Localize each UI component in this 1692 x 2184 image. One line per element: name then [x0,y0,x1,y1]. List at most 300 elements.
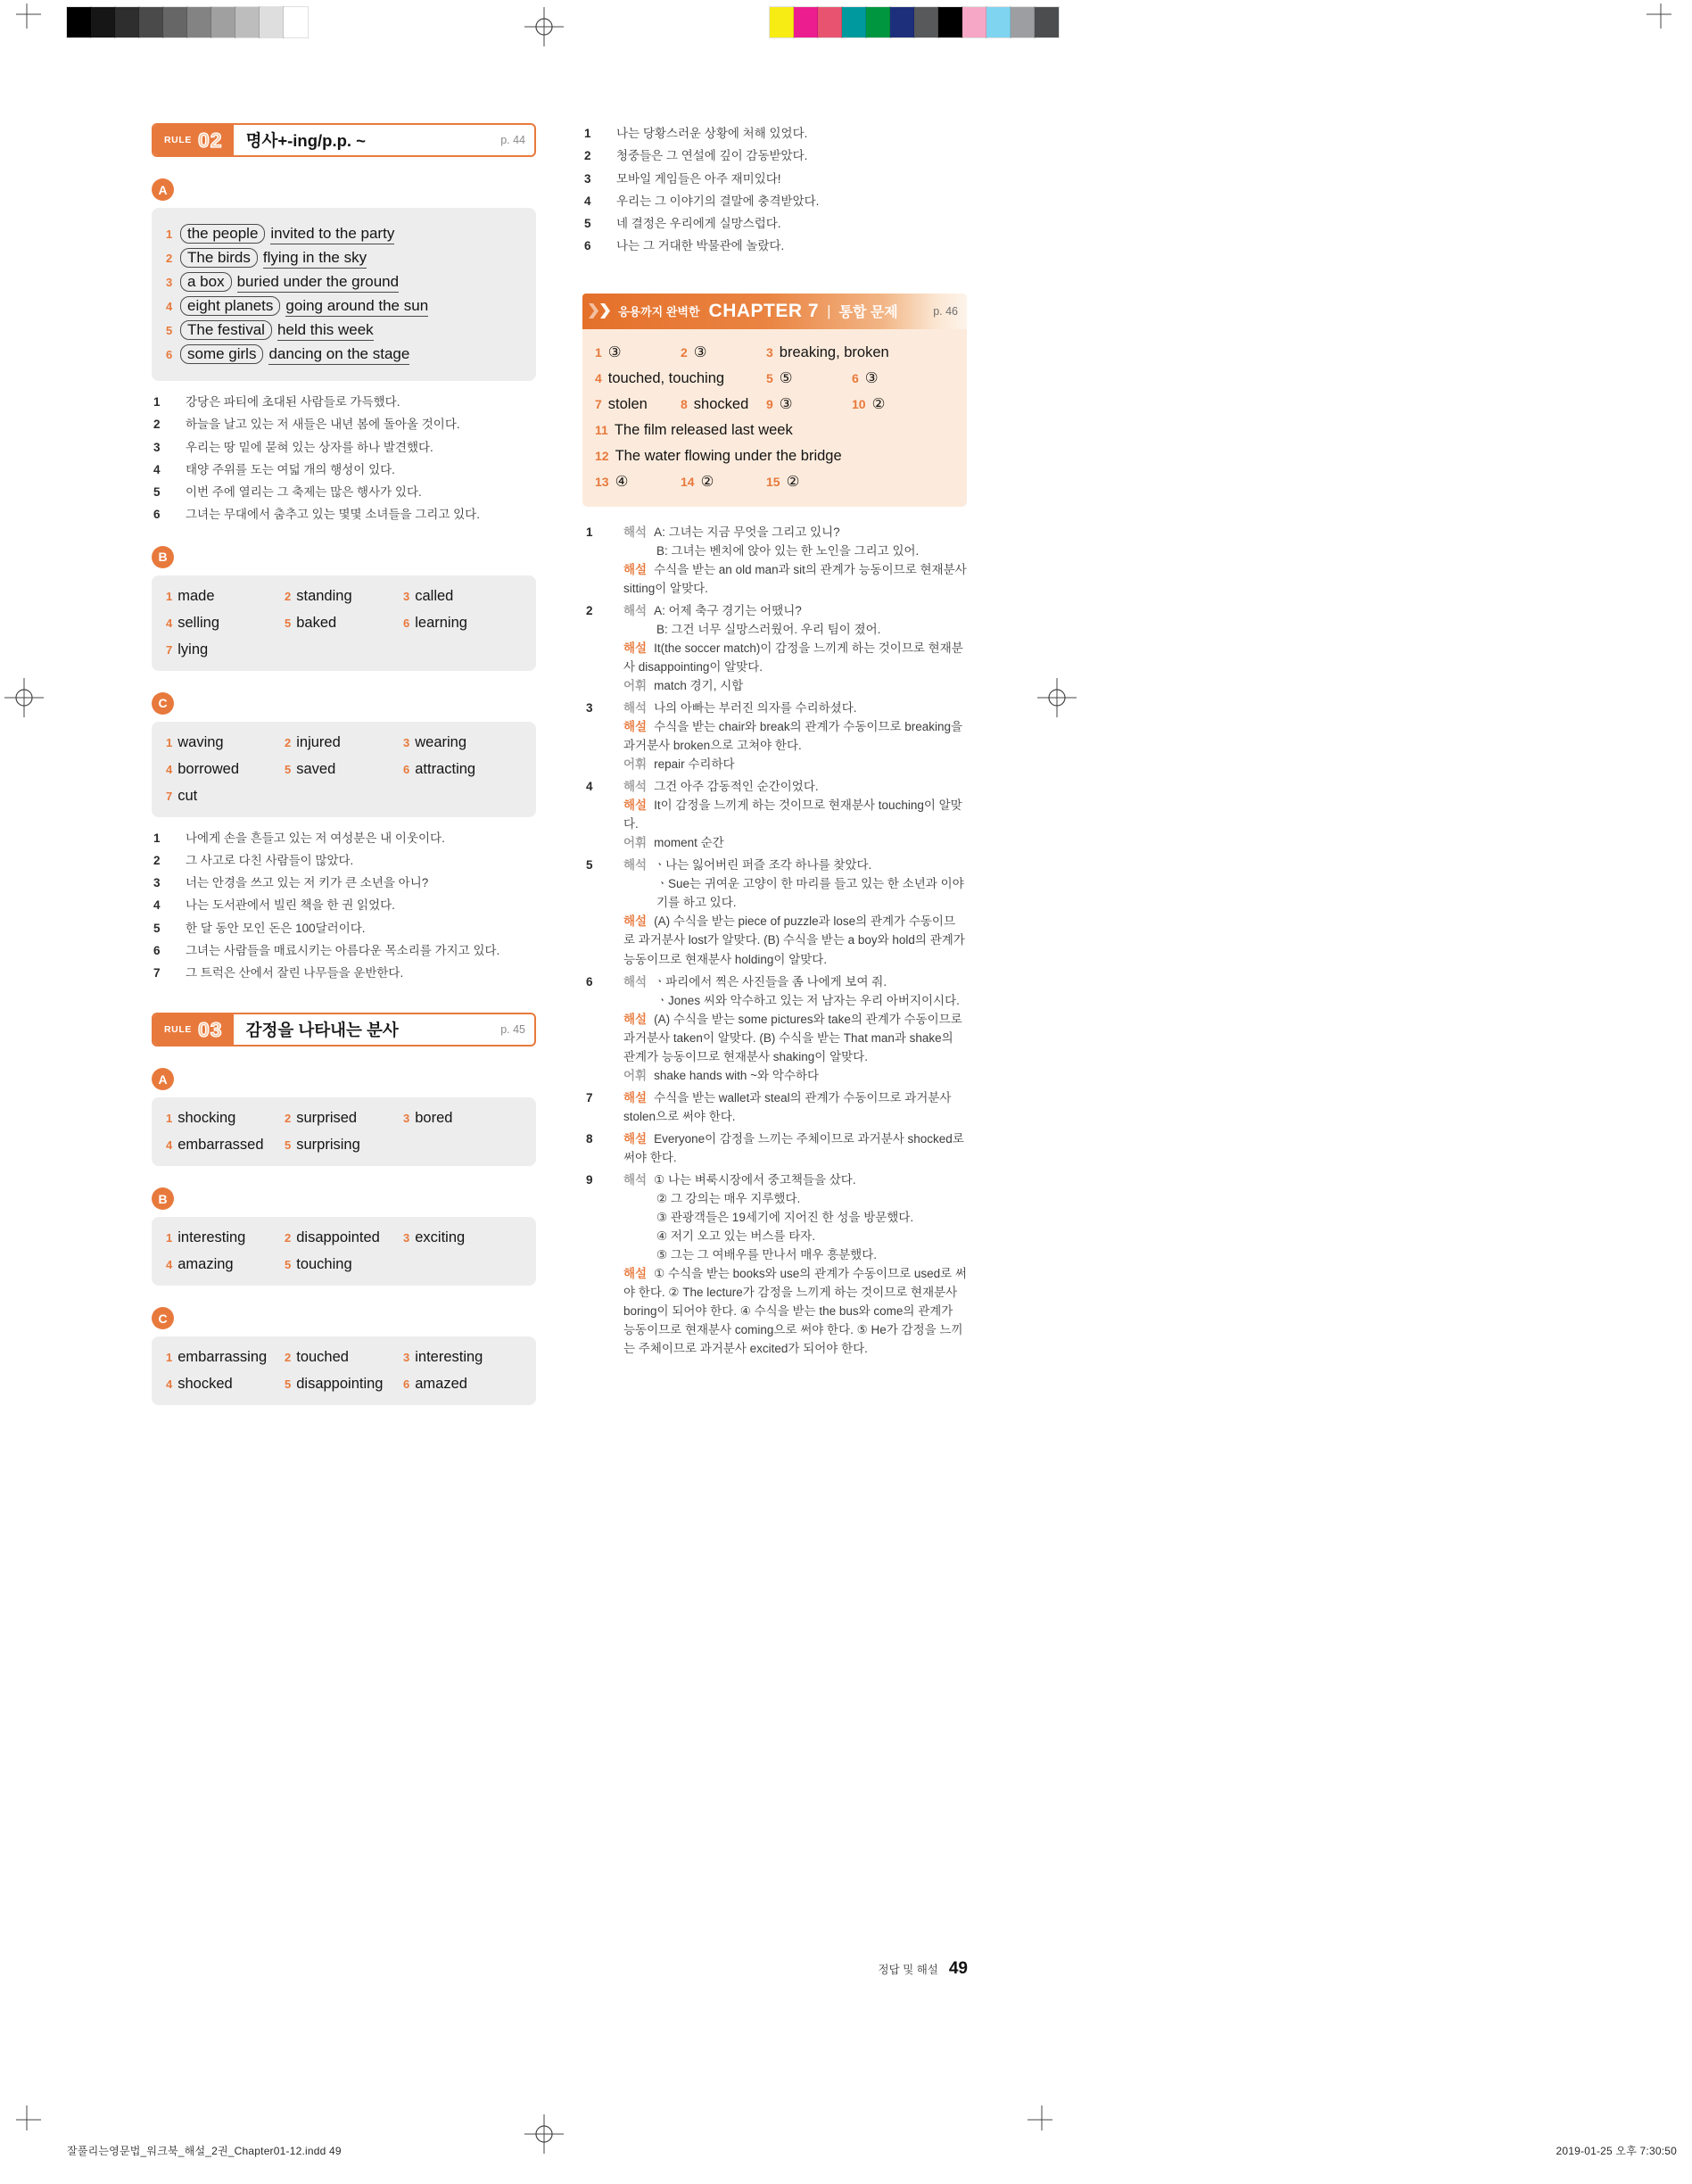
rule-02-section-a-answers [152,208,536,381]
explanation-text: repair 수리하다 [654,757,735,772]
explanation-text: ② 그 강의는 매우 지루했다. [656,1192,801,1206]
left-column [152,123,536,1418]
item-number: 6 [403,616,410,630]
phrase-answer-row [166,320,522,341]
rule-02-section-b-answers [152,575,536,671]
rule-03-section-c-translations [582,125,967,256]
translation-text: 네 결정은 우리에게 실망스럽다. [616,217,781,230]
item-number: 1 [584,127,591,140]
word-answer [166,615,285,632]
word-answer [285,1137,403,1154]
item-number: 3 [153,440,161,454]
item-number: 7 [586,1090,593,1104]
item-number: 2 [153,418,161,432]
word-answer [285,734,403,751]
translation-text: 모바일 게임들은 아주 재미있다! [616,171,781,186]
item-number: 5 [166,324,173,337]
chapter-subtitle: 통합 문제 [838,305,898,320]
answer-number: 1 [595,344,602,360]
registration-mark [524,2114,564,2154]
chapter-badge-text: 응용까지 완벽한 [618,305,700,318]
translation-text: 나는 그 거대한 박물관에 놀랐다. [616,239,785,253]
answer-item [681,469,766,495]
rule-number: 02 [197,128,223,152]
registration-mark [524,7,564,46]
crop-mark [16,4,43,30]
chevron-right-icon [600,303,610,318]
rule-03-section-b-answers [152,1217,536,1286]
item-number: 2 [285,1231,292,1245]
explanation-body [623,1129,967,1167]
explanation-label: 해설 [623,1267,648,1281]
item-number: 1 [166,228,173,241]
item-number: 6 [153,943,161,957]
answer-number: 8 [681,396,688,411]
grayscale-swatch [187,7,211,37]
translation-label: 해석 [623,603,648,617]
answer-word: wearing [415,733,467,750]
explanation-line [623,717,967,755]
answer-text: ④ [615,473,629,490]
explanation-label: 해설 [623,914,648,929]
item-number: 8 [586,1131,593,1146]
answer-item [595,366,766,392]
word-answer [166,734,285,751]
answer-word: learning [415,614,467,631]
explanation-item [582,856,967,968]
item-number: 3 [153,876,161,889]
answer-word: touched [296,1349,349,1366]
answer-row [595,340,954,366]
item-number: 2 [285,1112,292,1126]
boxed-noun-phrase: some girls [180,344,263,364]
answer-text: ③ [779,395,793,412]
translation-text: 나는 도서관에서 빌린 책을 한 권 읽었다. [186,898,395,913]
explanation-text: ㆍJones 씨와 악수하고 있는 저 남자는 우리 아버지이시다. [656,993,960,1007]
explanation-line [623,991,967,1010]
translation-item [152,874,536,892]
answer-item [852,366,937,392]
color-swatch [1011,7,1035,37]
translation-item [152,461,536,479]
chapter-divider: | [827,302,831,319]
phrase-answer-row [166,224,522,244]
explanation-label: 해설 [623,1012,648,1026]
answer-number: 9 [766,396,773,411]
answer-number: 5 [766,370,773,385]
item-number: 6 [153,508,161,522]
grayscale-swatch [235,7,260,37]
answer-row [595,443,954,469]
explanation-line [623,699,967,717]
translation-label: 해석 [623,1173,648,1187]
item-number: 7 [166,642,173,657]
explanation-line [623,1171,967,1189]
answer-word: embarrassed [177,1137,264,1154]
explanation-item [582,699,967,774]
answer-word: amazed [415,1376,467,1393]
explanation-line [623,777,967,796]
explanation-line [623,755,967,774]
answer-item [681,340,766,366]
explanation-text: 수식을 받는 wallet과 steal의 관계가 수동이므로 과거분사 stolen으로 써야 한다. [623,1090,952,1123]
explanation-body [623,777,967,852]
explanation-body [623,1171,967,1358]
translation-text: 우리는 그 이야기의 결말에 충격받았다. [616,194,820,208]
answer-number: 11 [595,422,608,437]
translation-item [152,852,536,870]
color-swatch [890,7,914,37]
word-answer [285,1376,403,1393]
explanation-item [582,601,967,695]
answer-word: baked [296,614,337,631]
item-number: 4 [153,898,161,913]
participial-phrase: dancing on the stage [268,345,409,365]
vocab-label: 어휘 [623,1068,648,1082]
item-number: 5 [586,858,593,873]
answer-word: standing [296,587,352,604]
item-number: 4 [166,1138,173,1153]
translation-text: 이번 주에 열리는 그 축제는 많은 행사가 있다. [186,485,422,499]
explanation-body [623,856,967,968]
answer-item [766,469,852,495]
translation-item [152,920,536,938]
boxed-noun-phrase: The birds [180,248,258,268]
word-answer [403,588,522,605]
translation-text: 나에게 손을 흔들고 있는 저 여성분은 내 이웃이다. [186,831,445,845]
crop-mark [1647,4,1673,30]
item-number: 2 [584,149,591,163]
word-answer [166,1110,285,1127]
answer-text: ③ [693,343,707,360]
translation-item [152,484,536,501]
color-swatch [986,7,1011,37]
explanation-text: It(the soccer match)이 감정을 느끼게 하는 것이므로 현재분사 disappointing이 알맞다. [623,641,963,674]
rule-03-section-a-answers [152,1097,536,1166]
rule-02-title: 명사+-ing/p.p. ~ [245,131,366,150]
explanation-text: (A) 수식을 받는 some pictures와 take의 관계가 수동이므로 과거분사 taken이 알맞다. (B) 수식을 받는 That man과 shake의 관계가 능동이므로 현재분사 shaking이 알맞다. [623,1012,962,1063]
explanation-item [582,777,967,852]
explanation-line [623,796,967,833]
answer-word: borrowed [177,760,240,777]
boxed-noun-phrase: eight planets [180,296,280,316]
vocab-label: 어휘 [623,757,648,772]
item-number: 4 [166,1258,173,1272]
answer-text: The water flowing under the bridge [615,447,842,464]
participial-phrase: invited to the party [270,225,394,244]
explanation-line [623,972,967,991]
explanation-line [623,833,967,852]
rule-03-header [152,1013,536,1046]
item-number: 6 [403,762,410,776]
chapter-7-block [582,294,967,507]
item-number: 1 [166,735,173,749]
translation-text: 그 사고로 다친 사람들이 많았다. [186,853,354,867]
explanation-text: 그건 아주 감동적인 순간이었다. [654,780,819,794]
word-answer [285,615,403,632]
item-number: 4 [166,762,173,776]
explanation-line [623,601,967,620]
translation-label: 해석 [623,974,648,989]
answer-number: 4 [595,370,602,385]
translation-text: 태양 주위를 도는 여덟 개의 행성이 있다. [186,462,395,476]
item-number: 1 [166,1112,173,1126]
answer-item [595,418,793,443]
explanation-line [623,1129,967,1167]
explanation-line [623,560,967,598]
answer-number: 12 [595,448,609,463]
rule-label: RULE [164,1024,192,1036]
explanation-text: ④ 저기 오고 있는 버스를 타자. [656,1229,816,1244]
item-number: 1 [153,831,161,845]
item-number: 1 [153,395,161,409]
item-number: 2 [285,589,292,603]
item-number: 5 [153,485,161,499]
item-number: 6 [584,239,591,253]
explanation-text: ⑤ 그는 그 여배우를 만나서 매우 흥분했다. [656,1248,878,1262]
item-number: 5 [584,217,591,230]
registration-mark [1037,678,1077,717]
answer-word: interesting [177,1229,246,1246]
translation-text: 그 트럭은 산에서 잘린 나무들을 운반한다. [186,966,404,980]
explanation-line [623,639,967,676]
grayscale-swatch [260,7,284,37]
chevron-right-icon [589,303,598,318]
answer-text: ② [700,473,714,490]
answer-word: amazing [177,1256,234,1273]
explanation-body [623,601,967,695]
explanation-line [623,676,967,695]
answer-row [595,418,954,443]
answer-text: The film released last week [614,421,793,438]
answer-word: surprising [296,1137,360,1154]
footer-page-number: 49 [948,1959,968,1978]
answer-number: 7 [595,396,602,411]
explanation-label: 해설 [623,1090,648,1104]
boxed-noun-phrase: The festival [180,320,272,340]
translation-text: 하늘을 날고 있는 저 새들은 내년 봄에 돌아올 것이다. [186,418,460,432]
explanation-line [623,1066,967,1085]
rule-02-chip [153,125,234,155]
item-number: 2 [285,1351,292,1365]
answer-word: attracting [415,760,476,777]
grayscale-swatch [115,7,139,37]
phrase-answer-row [166,296,522,317]
section-a-badge: A [152,1068,174,1090]
item-number: 2 [586,603,593,617]
item-number: 6 [586,974,593,989]
item-number: 3 [403,735,410,749]
answer-item [766,340,937,366]
translation-item [582,237,967,255]
color-swatch [794,7,818,37]
page-content [152,123,968,1418]
word-answer [166,1349,285,1366]
item-number: 3 [586,700,593,715]
rule-label: RULE [164,135,192,145]
chapter-7-answer-box [582,329,967,507]
item-number: 5 [285,1138,292,1153]
grayscale-swatch [163,7,187,37]
word-answer [166,761,285,778]
translation-item [152,506,536,524]
explanation-line [623,874,967,912]
crop-mark [1028,2105,1054,2132]
answer-word: shocked [177,1376,233,1393]
translation-text: 청중들은 그 연설에 깊이 감동받았다. [616,149,808,163]
answer-number: 10 [852,396,866,411]
item-number: 4 [584,194,591,208]
explanation-label: 해설 [623,641,648,655]
word-answer [285,1256,403,1273]
item-number: 6 [166,348,173,361]
explanation-text: ① 나는 벼룩시장에서 중고책들을 샀다. [654,1173,856,1187]
explanation-line [623,1227,967,1245]
explanation-line [623,542,967,560]
chapter-title: CHAPTER 7 [708,300,820,321]
explanation-line [623,1189,967,1208]
word-answer [403,1376,522,1393]
item-number: 4 [166,1377,173,1392]
explanation-list [582,523,967,1359]
translation-text: 한 달 동안 모인 돈은 100달러이다. [186,921,366,935]
color-swatch [842,7,866,37]
rule-03-title: 감정을 나타내는 분사 [245,1021,399,1040]
answer-item [595,392,681,418]
word-answer [285,761,403,778]
translation-item [152,830,536,848]
participial-phrase: flying in the sky [263,249,367,269]
item-number: 2 [153,853,161,867]
explanation-line [623,1088,967,1126]
explanation-line [623,1264,967,1358]
explanation-body [623,523,967,598]
proof-timestamp: 2019-01-25 오후 7:30:50 [1556,2145,1677,2157]
color-swatch [770,7,794,37]
rule-03-page-ref: p. 45 [500,1023,525,1037]
item-number: 3 [403,1112,410,1126]
translation-item [582,147,967,165]
explanation-line [623,620,967,639]
grayscale-swatch [91,7,115,37]
answer-item [595,340,681,366]
rule-02-section-a-translations [152,393,536,525]
answer-text: ③ [864,369,879,386]
explanation-text: ㆍ파리에서 찍은 사진들을 좀 나에게 보여 줘. [654,974,887,989]
item-number: 5 [153,921,161,935]
explanation-line [623,523,967,542]
item-number: 4 [153,462,161,476]
boxed-noun-phrase: the people [180,224,265,244]
color-swatch [1035,7,1059,37]
answer-item [681,392,766,418]
word-answer [166,588,285,605]
answer-item [766,392,852,418]
answer-word: bored [415,1110,453,1127]
item-number: 2 [285,735,292,749]
explanation-text: Everyone이 감정을 느끼는 주체이므로 과거분사 shocked로 써야 한다. [623,1131,964,1164]
translation-label: 해석 [623,780,648,794]
answer-text: ⑤ [779,369,793,386]
color-swatch [914,7,938,37]
answer-text: shocked [693,395,749,412]
item-number: 5 [285,1258,292,1272]
translation-item [582,215,967,233]
section-a-badge: A [152,178,174,201]
answer-number: 6 [852,370,859,385]
item-number: 4 [586,780,593,794]
item-number: 3 [166,276,173,289]
color-swatch [962,7,986,37]
answer-text: ② [786,473,800,490]
grayscale-swatch [139,7,163,37]
word-answer [285,1110,403,1127]
item-number: 4 [166,616,173,630]
item-number: 4 [166,300,173,313]
item-number: 1 [166,589,173,603]
item-number: 5 [285,1377,292,1392]
crop-mark [16,2105,43,2132]
section-b-badge: B [152,546,174,568]
footer-label: 정답 및 해설 [878,1964,938,1976]
answer-word: waving [177,733,224,750]
grayscale-swatch [211,7,235,37]
word-answer [285,1349,403,1366]
answer-number: 15 [766,474,780,489]
word-answer [166,1376,285,1393]
grayscale-swatch [284,7,308,37]
word-answer [285,1229,403,1246]
color-calibration-bar [770,7,1059,37]
translation-item [582,193,967,211]
right-column [582,123,967,1418]
answer-word: lying [177,641,209,658]
answer-text: ③ [607,343,622,360]
answer-text: touched, touching [607,369,725,386]
answer-word: exciting [415,1229,466,1246]
explanation-line [623,1245,967,1264]
word-answer [403,761,522,778]
item-number: 7 [153,966,161,980]
item-number: 3 [403,1351,410,1365]
rule-03-section-c-answers [152,1336,536,1405]
translation-item [582,170,967,188]
explanation-line [623,1010,967,1066]
chapter-page-ref: p. 46 [933,304,958,318]
vocab-label: 어휘 [623,678,648,692]
explanation-line [623,856,967,874]
word-answer [166,641,285,658]
explanation-item [582,972,967,1085]
explanation-label: 해설 [623,798,648,813]
explanation-text: shake hands with ~와 악수하다 [654,1068,819,1082]
word-answer [403,1349,522,1366]
answer-word: surprised [296,1110,358,1127]
answer-item [595,469,681,495]
answer-word: called [415,587,454,604]
answer-row [595,366,954,392]
explanation-item [582,1088,967,1126]
item-number: 5 [285,616,292,630]
translation-text: 너는 안경을 쓰고 있는 저 키가 큰 소년을 아니? [186,876,429,889]
grayscale-swatch [67,7,91,37]
explanation-body [623,1088,967,1126]
answer-row [595,392,954,418]
explanation-body [623,972,967,1085]
explanation-body [623,699,967,774]
phrase-answer-row [166,344,522,365]
word-answer [403,1229,522,1246]
